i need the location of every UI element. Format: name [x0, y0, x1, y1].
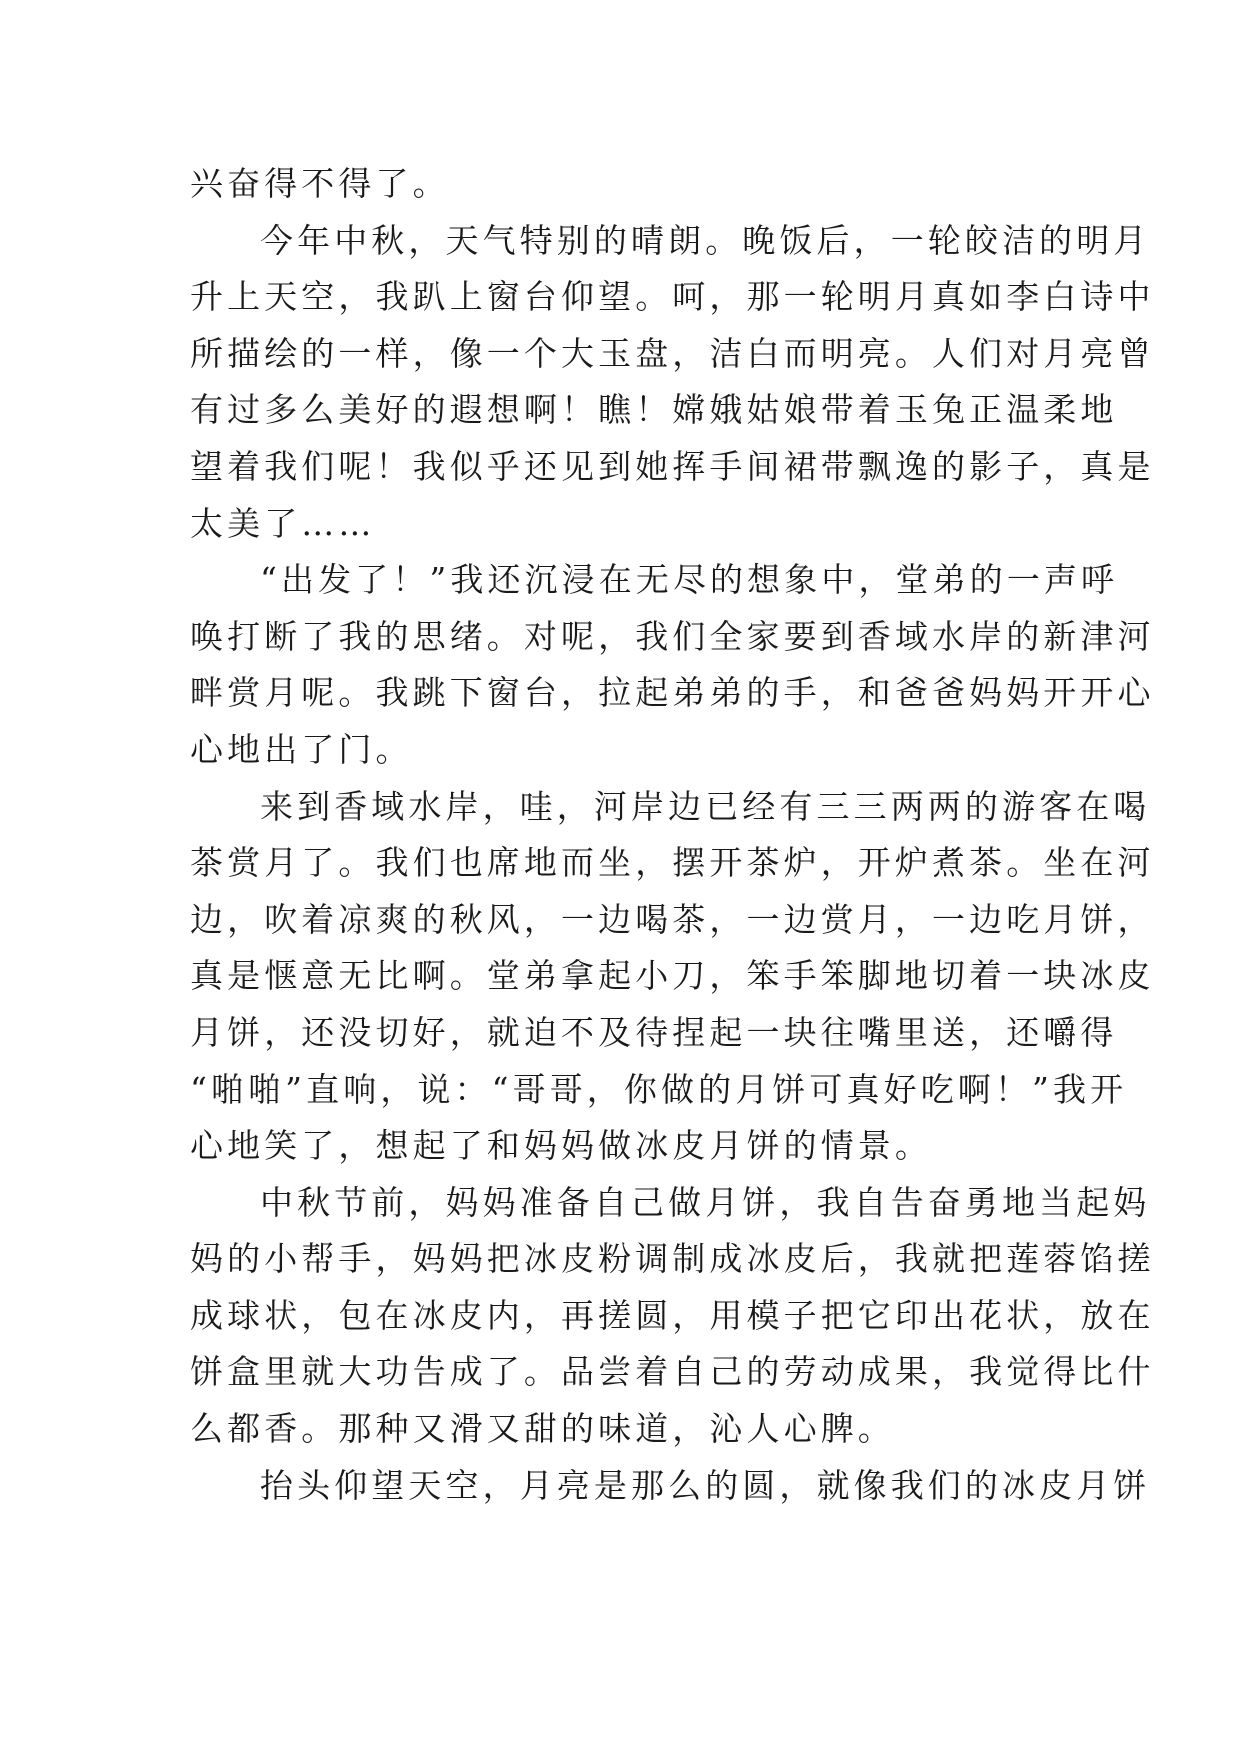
text-line: 太美了…… [190, 503, 376, 543]
text-line: 茶赏月了。我们也席地而坐，摆开茶炉，开炉煮茶。坐在河 [190, 843, 1155, 883]
text-line: 升上天空，我趴上窗台仰望。呵，那一轮明月真如李白诗中 [190, 277, 1155, 317]
text-line: 所描绘的一样，像一个大玉盘，洁白而明亮。人们对月亮曾 [190, 333, 1155, 373]
text-line: 心地笑了，想起了和妈妈做冰皮月饼的情景。 [190, 1126, 932, 1166]
text-line: 今年中秋，天气特别的晴朗。晚饭后，一轮皎洁的明月 [260, 220, 1151, 260]
text-line: 饼盒里就大功告成了。品尝着自己的劳动成果，我觉得比什 [190, 1352, 1155, 1392]
text-line: 月饼，还没切好，就迫不及待捏起一块往嘴里送，还嚼得 [190, 1012, 1118, 1052]
text-line: 抬头仰望天空，月亮是那么的圆，就像我们的冰皮月饼 [260, 1465, 1151, 1505]
text-line: 有过多么美好的遐想啊！瞧！嫦娥姑娘带着玉兔正温柔地 [190, 390, 1118, 430]
text-line: 么都香。那种又滑又甜的味道，沁人心脾。 [190, 1409, 895, 1449]
text-line: 边，吹着凉爽的秋风，一边喝茶，一边赏月，一边吃月饼， [190, 899, 1155, 939]
text-line: 中秋节前，妈妈准备自己做月饼，我自告奋勇地当起妈 [260, 1182, 1151, 1222]
text-line: 望着我们呢！我似乎还见到她挥手间裙带飘逸的影子，真是 [190, 446, 1155, 486]
text-line: 来到香域水岸，哇，河岸边已经有三三两两的游客在喝 [260, 786, 1151, 826]
text-line: “出发了！”我还沉浸在无尽的想象中，堂弟的一声呼 [260, 560, 1119, 600]
text-line: 妈的小帮手，妈妈把冰皮粉调制成冰皮后，我就把莲蓉馅搓 [190, 1239, 1155, 1279]
text-line: 成球状，包在冰皮内，再搓圆，用模子把它印出花状，放在 [190, 1295, 1155, 1335]
text-line: 唤打断了我的思绪。对呢，我们全家要到香域水岸的新津河 [190, 616, 1155, 656]
text-line: “啪啪”直响，说：“哥哥，你做的月饼可真好吃啊！”我开 [190, 1069, 1128, 1109]
text-line: 心地出了门。 [190, 729, 413, 769]
text-line: 真是惬意无比啊。堂弟拿起小刀，笨手笨脚地切着一块冰皮 [190, 956, 1155, 996]
text-line: 兴奋得不得了。 [190, 164, 450, 203]
essay-body [190, 156, 1155, 1514]
text-line: 畔赏月呢。我跳下窗台，拉起弟弟的手，和爸爸妈妈开开心 [190, 673, 1155, 713]
